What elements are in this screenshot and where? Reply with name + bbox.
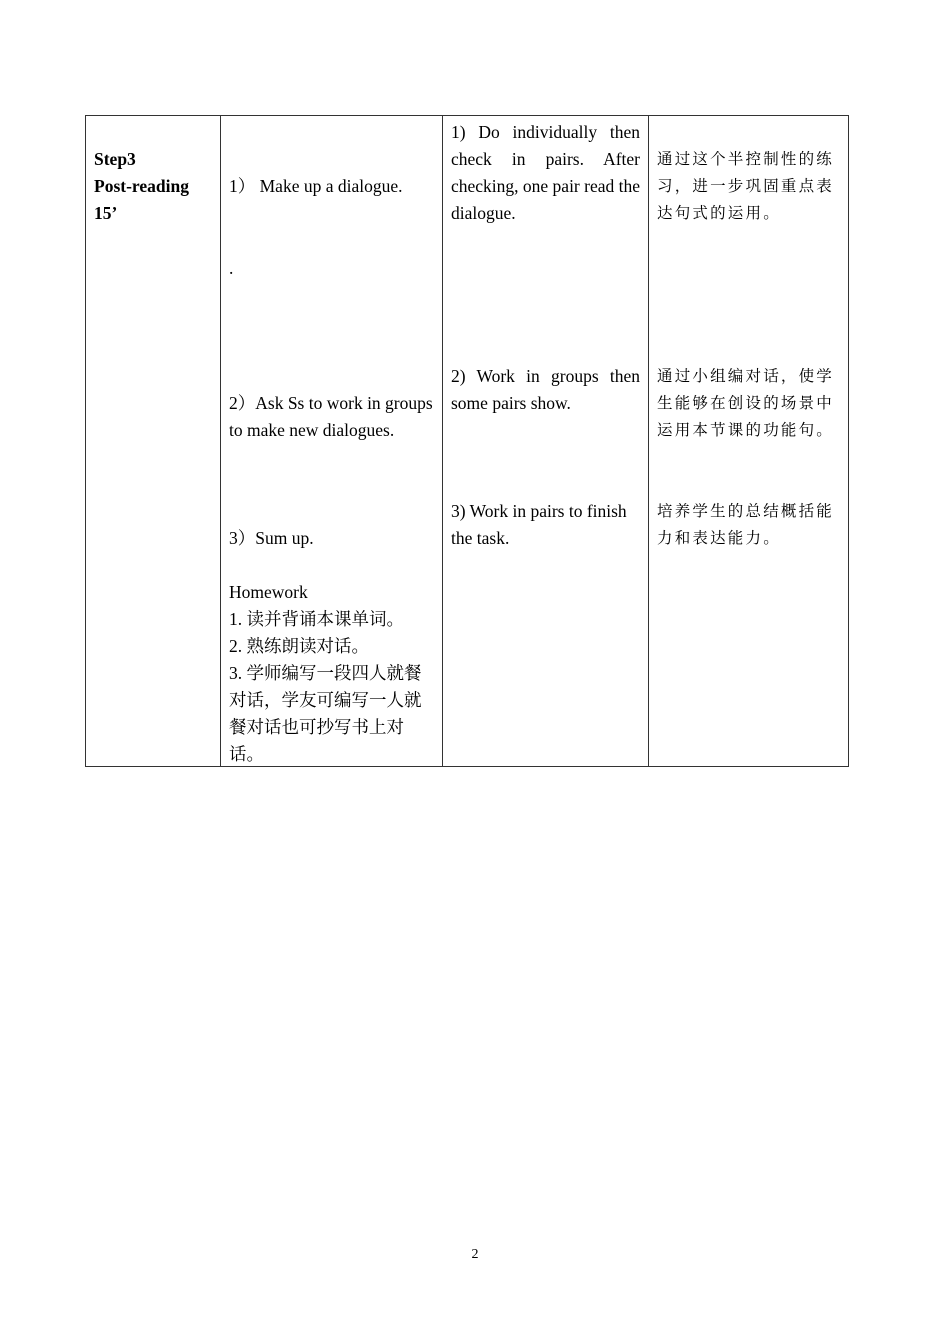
stage-duration: 15’ — [94, 203, 118, 223]
purpose-cell — [649, 116, 849, 767]
teacher-item-1: 1） Make up a dialogue. — [229, 176, 403, 196]
student-activity-cell — [443, 116, 649, 767]
teacher-activity-cell — [221, 116, 443, 767]
purpose-item-2: 通过小组编对话，使学生能够在创设的场景中运用本节课的功能句。 — [657, 367, 835, 439]
stage-name: Post-reading — [94, 176, 189, 196]
teacher-item-3: 3）Sum up. — [229, 528, 314, 548]
homework-block — [229, 579, 434, 768]
student-item-2: 2) Work in groups then some pairs show. — [451, 366, 640, 413]
homework-item: 3. 学师编写一段四人就餐对话，学友可编写一人就餐对话也可抄写书上对话。 — [229, 663, 422, 764]
table-row — [86, 116, 849, 767]
step-label: Step3 — [94, 149, 136, 169]
homework-item: 1. 读并背诵本课单词。 — [229, 609, 404, 629]
purpose-item-1: 通过这个半控制性的练习，进一步巩固重点表达句式的运用。 — [657, 150, 835, 222]
student-item-1: 1) Do individually then check in pairs. After checking, one pair read the dialogue. — [451, 122, 641, 223]
teacher-item-2: 2）Ask Ss to work in groups to make new dialogues. — [229, 393, 433, 440]
stage-cell — [86, 116, 221, 767]
homework-item: 2. 熟练朗读对话。 — [229, 636, 369, 656]
lesson-plan-table — [85, 115, 849, 767]
student-item-3: 3) Work in pairs to finish the task. — [451, 501, 627, 548]
homework-title: Homework — [229, 582, 308, 602]
teacher-dot: . — [229, 258, 234, 278]
page-number: 2 — [471, 1247, 479, 1262]
purpose-item-3: 培养学生的总结概括能力和表达能力。 — [657, 502, 835, 547]
